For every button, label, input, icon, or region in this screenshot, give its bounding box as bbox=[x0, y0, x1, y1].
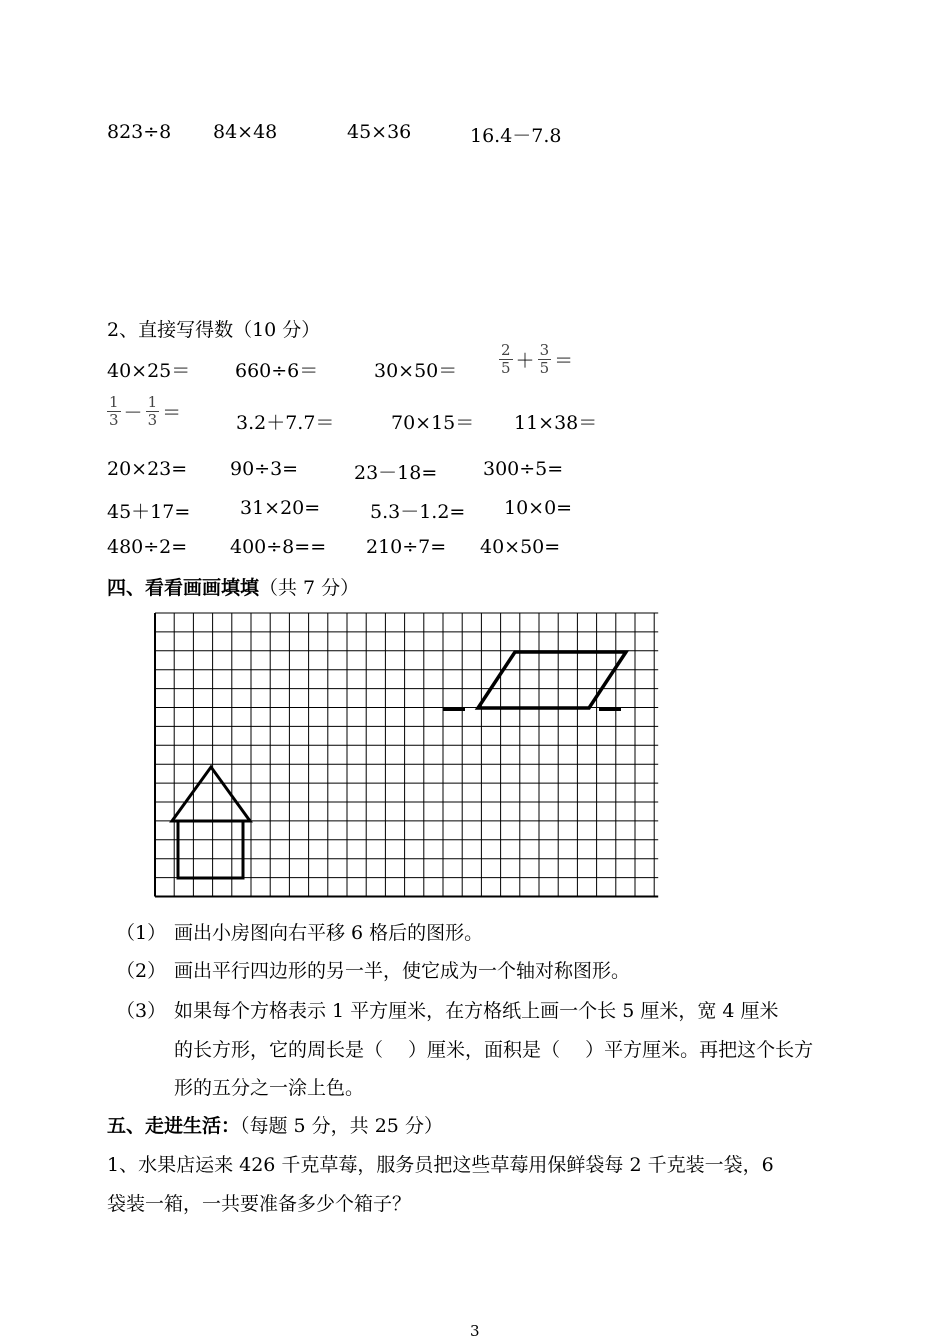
q4-3-line2: 的长方形，它的周长是（ ）厘米，面积是（ ）平方厘米。再把这个长方 bbox=[174, 1039, 814, 1061]
numerator: 1 bbox=[109, 393, 119, 411]
expr: 210÷7= bbox=[366, 536, 447, 558]
expr: 30×50＝ bbox=[374, 360, 458, 382]
expr: 10×0= bbox=[504, 497, 573, 519]
equals: ＝ bbox=[554, 350, 574, 372]
expr: 480÷2= bbox=[107, 536, 188, 558]
fraction bbox=[107, 394, 121, 429]
expr: 40×50= bbox=[480, 536, 561, 558]
section5-heading bbox=[107, 1107, 443, 1145]
operator: － bbox=[123, 402, 143, 424]
section4-score: （共 7 分） bbox=[259, 577, 360, 599]
q4-2-label: （2） bbox=[116, 960, 167, 982]
expr: 70×15＝ bbox=[391, 412, 475, 434]
section2-heading: 2、直接写得数（10 分） bbox=[107, 319, 321, 341]
fraction bbox=[499, 342, 513, 377]
section4-heading bbox=[107, 573, 359, 600]
q4-3-label: （3） bbox=[116, 1000, 167, 1022]
q4-1-text: 画出小房图向右平移 6 格后的图形。 bbox=[174, 922, 484, 944]
grid-lines bbox=[155, 613, 658, 897]
fraction bbox=[146, 394, 160, 429]
house-roof bbox=[172, 767, 250, 821]
expr: 300÷5= bbox=[483, 458, 564, 480]
grid-figure[interactable] bbox=[153, 611, 659, 899]
fraction-expr bbox=[107, 394, 184, 429]
fraction bbox=[538, 342, 552, 377]
expr: 3.2＋7.7＝ bbox=[236, 412, 335, 434]
page-number: 3 bbox=[470, 1322, 480, 1340]
expr: 31×20= bbox=[240, 497, 321, 519]
q4-3-line1: 如果每个方格表示 1 平方厘米，在方格纸上画一个长 5 厘米，宽 4 厘米 bbox=[174, 1000, 779, 1022]
q4-1-label: （1） bbox=[116, 922, 167, 944]
house-outline bbox=[178, 821, 243, 878]
expr: 660÷6＝ bbox=[235, 360, 319, 382]
expr: 823÷8 bbox=[107, 121, 172, 143]
section5-title: 五、走进生活： bbox=[107, 1115, 241, 1137]
denominator: 3 bbox=[147, 411, 158, 429]
q5-1-line1: 1、水果店运来 426 千克草莓，服务员把这些草莓用保鲜袋每 2 千克装一袋，6 bbox=[107, 1154, 774, 1176]
denominator: 3 bbox=[109, 411, 119, 429]
expr: 40×25＝ bbox=[107, 360, 191, 382]
q4-2-text: 画出平行四边形的另一半，使它成为一个轴对称图形。 bbox=[174, 960, 631, 982]
expr: 84×48 bbox=[213, 121, 278, 143]
numerator: 2 bbox=[501, 341, 511, 359]
numerator: 1 bbox=[147, 393, 158, 411]
expr: 90÷3= bbox=[230, 458, 299, 480]
q4-3-line3: 形的五分之一涂上色。 bbox=[174, 1077, 365, 1099]
section4-title: 四、看看画画填填 bbox=[107, 577, 260, 599]
expr: 400÷8== bbox=[230, 536, 327, 558]
numerator: 3 bbox=[539, 341, 550, 359]
expr: 45＋17= bbox=[107, 501, 191, 523]
expr: 45×36 bbox=[347, 121, 412, 143]
fraction-expr bbox=[499, 342, 576, 377]
expr: 16.4－7.8 bbox=[470, 125, 562, 147]
q5-1-line2: 袋装一箱，一共要准备多少个箱子？ bbox=[107, 1193, 412, 1215]
denominator: 5 bbox=[501, 359, 511, 377]
equals: ＝ bbox=[162, 402, 182, 424]
section5-score: （每题 5 分，共 25 分） bbox=[240, 1115, 443, 1137]
denominator: 5 bbox=[539, 359, 550, 377]
expr: 5.3－1.2= bbox=[370, 501, 466, 523]
expr: 11×38＝ bbox=[514, 412, 598, 434]
expr: 23－18= bbox=[354, 462, 438, 484]
expr: 20×23= bbox=[107, 458, 188, 480]
operator: ＋ bbox=[515, 350, 535, 372]
